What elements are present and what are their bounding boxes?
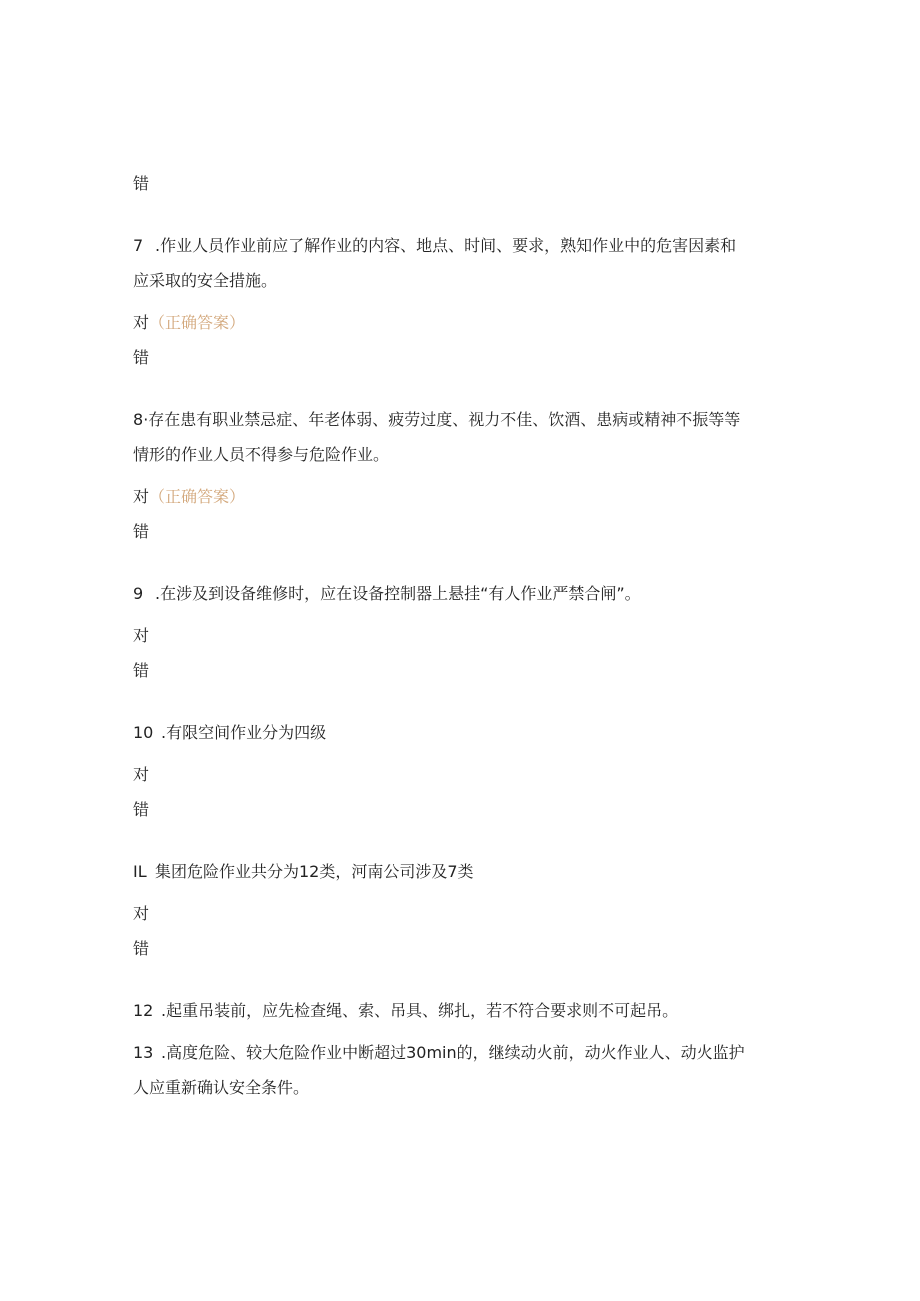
correct-answer-tag: （正确答案）: [149, 487, 246, 506]
option-wrong[interactable]: 错: [133, 174, 150, 193]
question-7-line-2: 应采取的安全措施。: [133, 271, 278, 290]
option-correct[interactable]: [133, 312, 245, 334]
option-correct[interactable]: 对: [133, 765, 150, 784]
question-text: .起重吊装前，应先检查绳、索、吊具、绑扎，若不符合要求则不可起吊。: [161, 1001, 679, 1020]
option-label: 对: [133, 487, 150, 506]
option-correct[interactable]: 对: [133, 626, 150, 645]
option-wrong[interactable]: 错: [133, 522, 150, 541]
question-11-line-1: [133, 861, 474, 883]
option-correct[interactable]: [133, 486, 245, 508]
question-number: IL: [133, 862, 147, 881]
question-13-line-1: [133, 1042, 745, 1064]
question-text: .有限空间作业分为四级: [161, 723, 327, 742]
option-wrong[interactable]: 错: [133, 348, 150, 367]
question-text: .作业人员作业前应了解作业的内容、地点、时间、要求，熟知作业中的危害因素和: [155, 236, 737, 255]
question-10-line-1: [133, 722, 326, 744]
question-number: 7: [133, 236, 144, 255]
question-7-line-1: [133, 235, 736, 257]
correct-answer-tag: （正确答案）: [149, 313, 246, 332]
question-number: 8: [133, 410, 144, 429]
question-number: 10: [133, 723, 154, 742]
option-label: 对: [133, 313, 150, 332]
question-text: ·存在患有职业禁忌症、年老体弱、疲劳过度、视力不佳、饮酒、患病或精神不振等等: [143, 410, 741, 429]
option-wrong[interactable]: 错: [133, 661, 150, 680]
question-text: 集团危险作业共分为12类，河南公司涉及7类: [155, 862, 474, 881]
question-8-line-2: 情形的作业人员不得参与危险作业。: [133, 445, 390, 464]
question-text: .高度危险、较大危险作业中断超过30min的，继续动火前，动火作业人、动火监护: [161, 1043, 745, 1062]
question-9-line-1: [133, 583, 641, 605]
question-number: 13: [133, 1043, 154, 1062]
question-8-line-1: [133, 409, 740, 431]
option-correct[interactable]: 对: [133, 904, 150, 923]
question-13-line-2: 人应重新确认安全条件。: [133, 1078, 310, 1097]
question-12-line-1: [133, 1000, 678, 1022]
option-wrong[interactable]: 错: [133, 800, 150, 819]
question-text: .在涉及到设备维修时，应在设备控制器上悬挂“有人作业严禁合闸”。: [155, 584, 641, 603]
question-number: 12: [133, 1001, 154, 1020]
question-number: 9: [133, 584, 144, 603]
option-wrong[interactable]: 错: [133, 939, 150, 958]
